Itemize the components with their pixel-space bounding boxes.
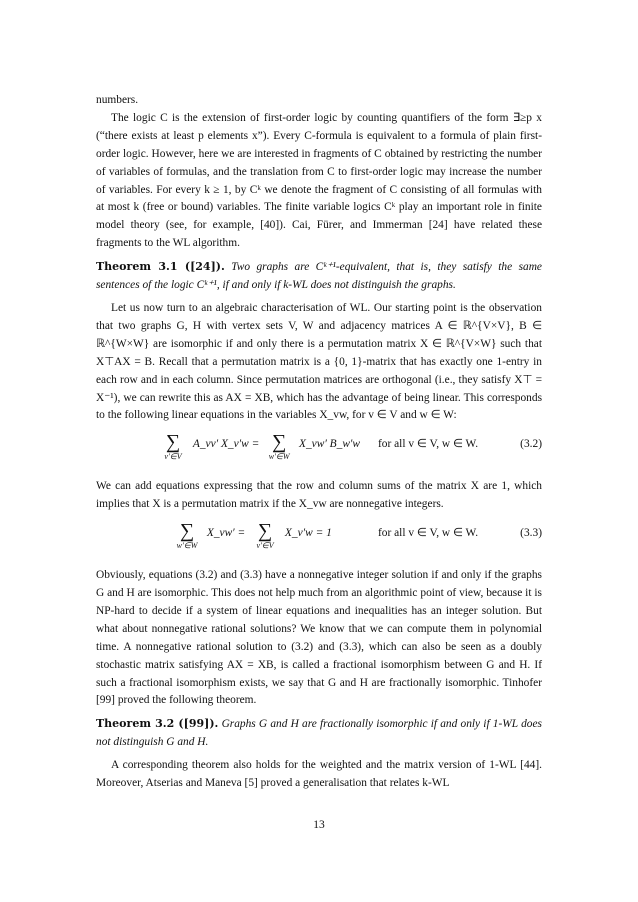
theorem-3-2-statement: Graphs G and H are fractionally isomorphic if and only if 1-WL does not distinguish G and H. bbox=[96, 718, 542, 749]
sum-symbol: ∑ v′∈V bbox=[256, 520, 274, 551]
page-number: 13 bbox=[313, 819, 325, 831]
equation-3-2 bbox=[96, 428, 542, 474]
equation-3-3-condition: for all v ∈ V, w ∈ W. bbox=[378, 527, 479, 540]
equation-3-3-expression: ∑ w′∈W X_vw′ = ∑ v′∈V X_v′w = 1 bbox=[170, 521, 332, 551]
paragraph-corresponding: A corresponding theorem also holds for the weighted and the matrix version of 1-WL [44]. Moreover, Atserias and Maneva [5] proved a generalisation that relates k-WL bbox=[96, 759, 542, 790]
equation-3-3-number: (3.3) bbox=[520, 527, 542, 540]
equation-3-3 bbox=[96, 517, 542, 563]
theorem-3-2 bbox=[96, 715, 542, 752]
equation-3-2-condition: for all v ∈ V, w ∈ W. bbox=[378, 438, 479, 451]
theorem-3-1-heading: Theorem 3.1 ([24]). bbox=[96, 260, 225, 274]
sum-symbol: ∑ w′∈W bbox=[268, 431, 290, 462]
paragraph-fractional: Obviously, equations (3.2) and (3.3) have a nonnegative integer solution if and only if the graphs G and H are isomorphic. This does not help much from an algorithmic point of view, because it is NP-hard to decide if a system of linear equations and inequalities has an integer solution. But what about nonnegative rational solutions? We know that we can compute them in polynomial time. A nonnegative rational solution to (3.2) and (3.3), which can also be seen as a doubly stochastic matrix satisfying AX = XB, is called a fractional isomorphism between G and H. If such a fractional isomorphism exists, we say that G and H are fractionally isomorphic. Tinhofer [99] proved the following theorem. bbox=[96, 569, 542, 707]
paragraph-algebraic: Let us now turn to an algebraic characterisation of WL. Our starting point is the observation that two graphs G, H with vertex sets V, W and adjacency matrices A ∈ ℝ^{V×V}, B ∈ ℝ^{W×W} are isomorphic if and only there is a permutation matrix X ∈ ℝ^{V×W} such that X⊤AX = B. Recall that a permutation matrix is a {0, 1}-matrix that has exactly one 1-entry in each row and in each column. Since permutation matrices are orthogonal (i.e., they satisfy X⊤ = X⁻¹), we can rewrite this as AX = XB, which has the advantage of being linear. This corresponds to the following linear equations in the variables X_vw, for v ∈ V and w ∈ W: bbox=[96, 301, 542, 422]
equation-3-2-expression: ∑ v′∈V A_vv′ X_v′w = ∑ w′∈W X_vw′ B_w′w bbox=[156, 432, 360, 462]
body-text bbox=[96, 92, 542, 793]
theorem-3-1-statement: Two graphs are Cᵏ⁺¹-equivalent, that is, they satisfy the same sentences of the logic Cᵏ⁺¹, if and only if k-WL does not distinguish the graphs. bbox=[96, 261, 542, 292]
theorem-3-1 bbox=[96, 258, 542, 295]
equation-3-2-number: (3.2) bbox=[520, 438, 542, 451]
paragraph-row-column-sums: We can add equations expressing that the row and column sums of the matrix X are 1, which implies that X is a permutation matrix if the X_vw are nonnegative integers. bbox=[96, 480, 542, 511]
sum-symbol: ∑ w′∈W bbox=[176, 520, 198, 551]
theorem-3-2-heading: Theorem 3.2 ([99]). bbox=[96, 717, 219, 731]
paragraph-logic-c: The logic C is the extension of first-order logic by counting quantifiers of the form ∃≥p x (“there exists at least p elements x”). Every C-formula is equivalent to a formula of plain first-order logic. However, here we are interested in fragments of C obtained by restricting the number of variables of formulas, and the translation from C to first-order logic may increase the number of variables. For every k ≥ 1, by Cᵏ we denote the fragment of C consisting of all formulas with at most k (free or bound) variables. The finite variable logics Cᵏ play an important role in finite model theory (see, for example, [40]). Cai, Fürer, and Immerman [24] have related these fragments to the WL algorithm. bbox=[96, 111, 542, 250]
paragraph-continuation: numbers. bbox=[96, 94, 139, 106]
sum-symbol: ∑ v′∈V bbox=[164, 431, 182, 462]
